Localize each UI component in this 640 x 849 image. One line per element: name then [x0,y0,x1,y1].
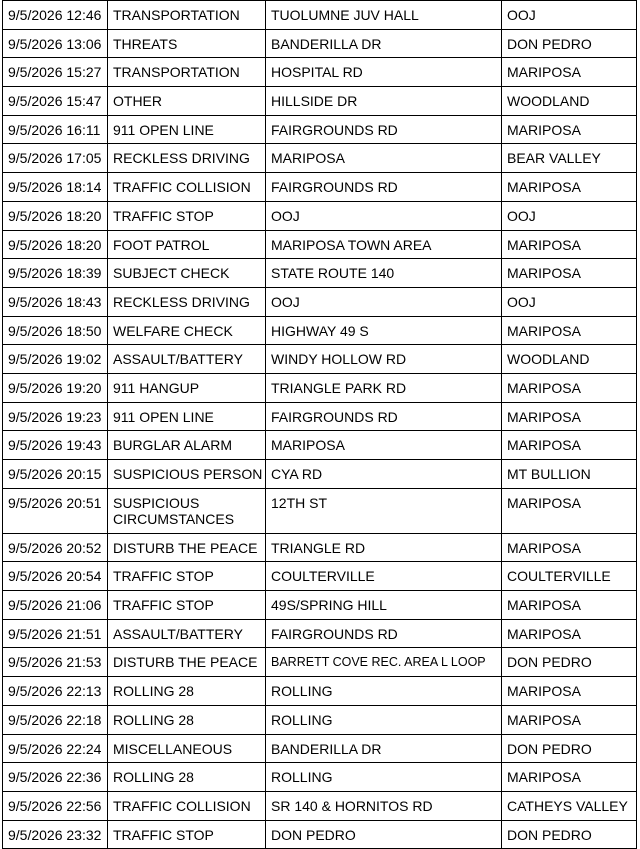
cell-incident-type: BURGLAR ALARM [108,431,266,460]
cell-datetime: 9/5/2026 22:18 [3,705,108,734]
cell-datetime: 9/5/2026 18:50 [3,316,108,345]
cell-area: MARIPOSA [502,230,637,259]
cell-area: DON PEDRO [502,734,637,763]
table-row [3,562,637,591]
table-row [3,619,637,648]
table-row [3,115,637,144]
cell-area: MARIPOSA [502,488,637,533]
table-row [3,230,637,259]
table-row [3,173,637,202]
cell-incident-type: THREATS [108,29,266,58]
table-row [3,87,637,116]
cell-incident-type: ASSAULT/BATTERY [108,345,266,374]
cell-datetime: 9/5/2026 20:51 [3,488,108,533]
cell-area: MARIPOSA [502,619,637,648]
cell-incident-type: TRAFFIC STOP [108,820,266,849]
table-row [3,345,637,374]
cell-area: DON PEDRO [502,648,637,677]
cell-location: DON PEDRO [266,820,502,849]
cell-area: MARIPOSA [502,533,637,562]
cell-incident-type: DISTURB THE PEACE [108,648,266,677]
cell-area: MARIPOSA [502,402,637,431]
table-row [3,58,637,87]
cell-incident-type: 911 OPEN LINE [108,402,266,431]
cell-incident-type: 911 OPEN LINE [108,115,266,144]
table-row [3,316,637,345]
table-row [3,460,637,489]
table-row [3,144,637,173]
cell-location: OOJ [266,201,502,230]
cell-location: TRIANGLE RD [266,533,502,562]
cell-area: COULTERVILLE [502,562,637,591]
table-row [3,431,637,460]
cell-incident-type: SUBJECT CHECK [108,259,266,288]
cell-datetime: 9/5/2026 16:11 [3,115,108,144]
cell-area: MT BULLION [502,460,637,489]
cell-datetime: 9/5/2026 22:13 [3,677,108,706]
cell-location: HOSPITAL RD [266,58,502,87]
cell-datetime: 9/5/2026 23:32 [3,820,108,849]
cell-location: MARIPOSA [266,431,502,460]
cell-location: FAIRGROUNDS RD [266,115,502,144]
cell-datetime: 9/5/2026 19:02 [3,345,108,374]
cell-datetime: 9/5/2026 18:20 [3,201,108,230]
table-row [3,1,637,30]
cell-area: MARIPOSA [502,173,637,202]
cell-incident-type: TRANSPORTATION [108,1,266,30]
incident-log-table [2,0,637,849]
cell-incident-type: RECKLESS DRIVING [108,144,266,173]
table-row [3,791,637,820]
cell-area: MARIPOSA [502,316,637,345]
cell-datetime: 9/5/2026 22:36 [3,763,108,792]
cell-location: 49S/SPRING HILL [266,591,502,620]
table-row [3,488,637,533]
table-row [3,259,637,288]
table-row [3,705,637,734]
cell-datetime: 9/5/2026 20:15 [3,460,108,489]
cell-datetime: 9/5/2026 21:06 [3,591,108,620]
cell-incident-type: DISTURB THE PEACE [108,533,266,562]
cell-location: MARIPOSA [266,144,502,173]
cell-datetime: 9/5/2026 18:39 [3,259,108,288]
cell-area: MARIPOSA [502,591,637,620]
cell-location: STATE ROUTE 140 [266,259,502,288]
cell-datetime: 9/5/2026 20:54 [3,562,108,591]
incident-log-body [3,1,637,849]
table-row [3,373,637,402]
cell-datetime: 9/5/2026 15:27 [3,58,108,87]
cell-area: MARIPOSA [502,431,637,460]
cell-datetime: 9/5/2026 19:43 [3,431,108,460]
table-row [3,820,637,849]
cell-location: FAIRGROUNDS RD [266,402,502,431]
cell-datetime: 9/5/2026 19:23 [3,402,108,431]
table-row [3,287,637,316]
cell-location: TRIANGLE PARK RD [266,373,502,402]
cell-area: CATHEYS VALLEY [502,791,637,820]
cell-datetime: 9/5/2026 22:56 [3,791,108,820]
cell-area: MARIPOSA [502,677,637,706]
table-row [3,648,637,677]
cell-datetime: 9/5/2026 12:46 [3,1,108,30]
cell-location: 12TH ST [266,488,502,533]
cell-incident-type: FOOT PATROL [108,230,266,259]
cell-datetime: 9/5/2026 17:05 [3,144,108,173]
cell-incident-type: TRAFFIC STOP [108,562,266,591]
cell-datetime: 9/5/2026 19:20 [3,373,108,402]
cell-location: FAIRGROUNDS RD [266,619,502,648]
cell-datetime: 9/5/2026 21:53 [3,648,108,677]
table-row [3,734,637,763]
cell-datetime: 9/5/2026 20:52 [3,533,108,562]
cell-location: BANDERILLA DR [266,29,502,58]
cell-area: BEAR VALLEY [502,144,637,173]
cell-datetime: 9/5/2026 13:06 [3,29,108,58]
table-row [3,677,637,706]
cell-area: MARIPOSA [502,259,637,288]
cell-datetime: 9/5/2026 15:47 [3,87,108,116]
cell-area: WOODLAND [502,345,637,374]
cell-location: TUOLUMNE JUV HALL [266,1,502,30]
table-row [3,763,637,792]
cell-area: MARIPOSA [502,763,637,792]
cell-location: BANDERILLA DR [266,734,502,763]
cell-incident-type: WELFARE CHECK [108,316,266,345]
cell-location: ROLLING [266,677,502,706]
cell-location: HILLSIDE DR [266,87,502,116]
cell-incident-type: ROLLING 28 [108,677,266,706]
cell-datetime: 9/5/2026 21:51 [3,619,108,648]
cell-location: BARRETT COVE REC. AREA L LOOP [266,648,502,677]
table-row [3,591,637,620]
cell-area: DON PEDRO [502,820,637,849]
cell-area: MARIPOSA [502,115,637,144]
cell-incident-type: OTHER [108,87,266,116]
cell-datetime: 9/5/2026 18:14 [3,173,108,202]
table-row [3,29,637,58]
cell-datetime: 9/5/2026 18:20 [3,230,108,259]
cell-area: DON PEDRO [502,29,637,58]
cell-area: OOJ [502,287,637,316]
cell-location: ROLLING [266,705,502,734]
cell-area: MARIPOSA [502,58,637,87]
cell-datetime: 9/5/2026 22:24 [3,734,108,763]
cell-area: OOJ [502,201,637,230]
cell-incident-type: SUSPICIOUS CIRCUMSTANCES [108,488,266,533]
cell-area: OOJ [502,1,637,30]
table-row [3,533,637,562]
cell-incident-type: TRAFFIC COLLISION [108,791,266,820]
cell-incident-type: MISCELLANEOUS [108,734,266,763]
cell-incident-type: TRANSPORTATION [108,58,266,87]
cell-incident-type: TRAFFIC STOP [108,201,266,230]
cell-location: HIGHWAY 49 S [266,316,502,345]
cell-area: MARIPOSA [502,373,637,402]
cell-location: MARIPOSA TOWN AREA [266,230,502,259]
cell-area: WOODLAND [502,87,637,116]
cell-incident-type: ROLLING 28 [108,705,266,734]
cell-incident-type: 911 HANGUP [108,373,266,402]
cell-datetime: 9/5/2026 18:43 [3,287,108,316]
table-row [3,402,637,431]
cell-incident-type: TRAFFIC COLLISION [108,173,266,202]
cell-location: ROLLING [266,763,502,792]
cell-location: COULTERVILLE [266,562,502,591]
cell-incident-type: RECKLESS DRIVING [108,287,266,316]
cell-incident-type: ROLLING 28 [108,763,266,792]
cell-incident-type: SUSPICIOUS PERSON [108,460,266,489]
cell-incident-type: TRAFFIC STOP [108,591,266,620]
cell-location: WINDY HOLLOW RD [266,345,502,374]
table-row [3,201,637,230]
cell-incident-type: ASSAULT/BATTERY [108,619,266,648]
cell-location: OOJ [266,287,502,316]
cell-location: CYA RD [266,460,502,489]
cell-area: MARIPOSA [502,705,637,734]
cell-location: FAIRGROUNDS RD [266,173,502,202]
cell-location: SR 140 & HORNITOS RD [266,791,502,820]
